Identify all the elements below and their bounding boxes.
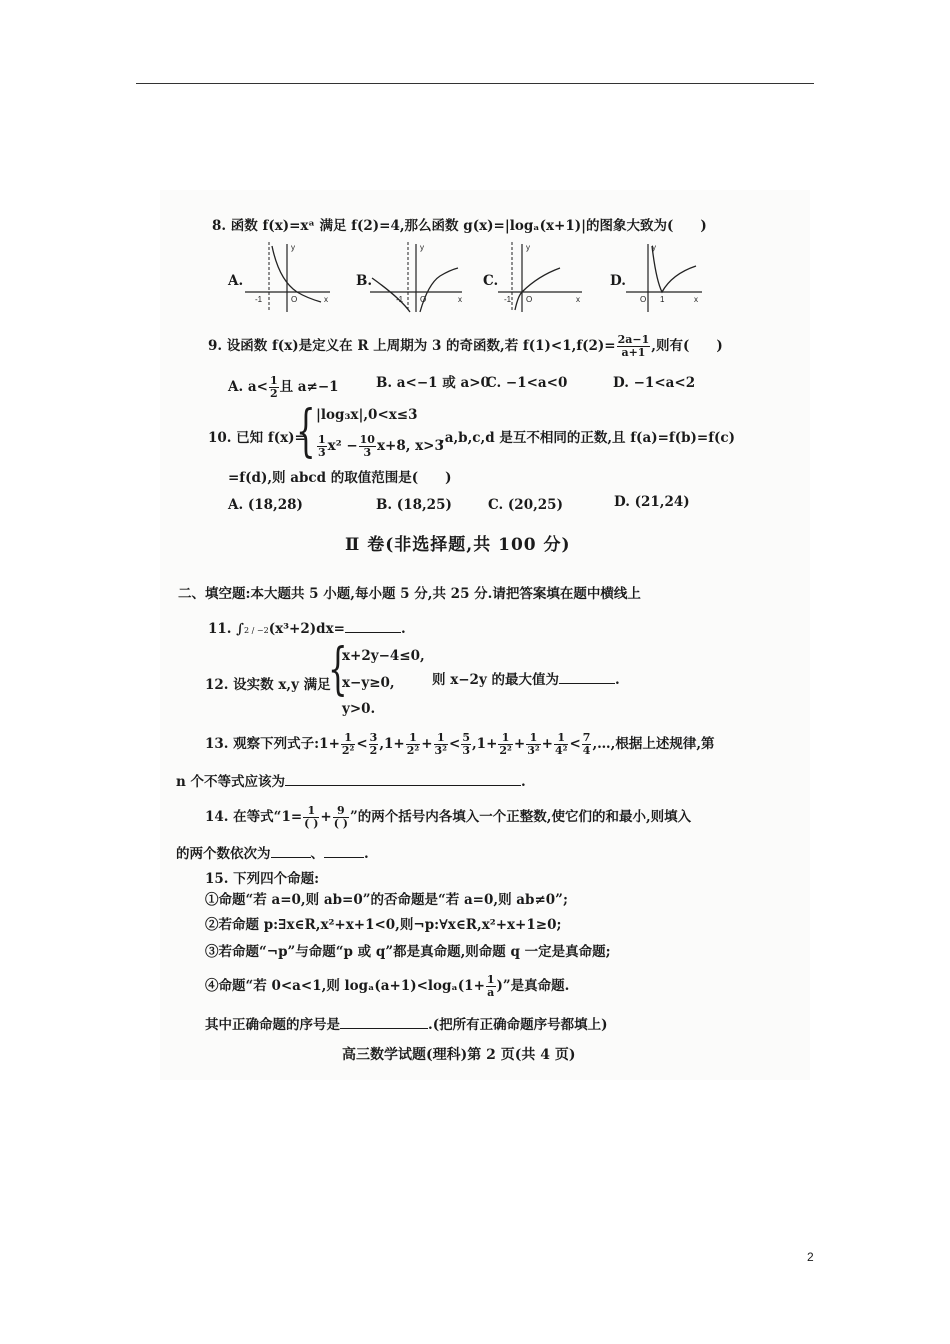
q14-sep: 、	[310, 846, 324, 862]
q13-frac-7	[526, 732, 540, 757]
q13-end: .	[521, 774, 526, 790]
q15-p4-post: )”是真命题.	[496, 978, 570, 994]
q13-frac-4-num: 1	[434, 732, 448, 745]
q15-prop-4	[205, 974, 569, 999]
q9-frac-num: 2a−1	[617, 333, 650, 346]
q13-post: ,…,根据上述规律,第	[592, 736, 715, 752]
q15-answer	[205, 1016, 607, 1033]
q10-prefix: 10. 已知 f(x)=	[208, 430, 306, 446]
q9-opt-a-fraction	[269, 375, 279, 400]
q15-p4-num: 1	[486, 973, 495, 986]
q11-end: .	[400, 621, 406, 637]
q10-frac-a-num: 1	[318, 433, 326, 446]
part2-title: Ⅱ 卷(非选择题,共 100 分)	[345, 535, 571, 555]
q8-stem: 8. 函数 f(x)=xᵃ 满足 f(2)=4,那么函数 g(x)=|logₐ(x+1)|的图象大致为( )	[212, 218, 707, 234]
q12-constraint-2: x−y≥0,	[342, 675, 395, 691]
q15-p4-fraction	[486, 974, 496, 999]
q14-d2: ( )	[333, 817, 348, 830]
q13-frac-8	[554, 732, 568, 757]
q14-frac-2	[333, 805, 349, 830]
q14-n1: 1	[303, 805, 319, 818]
q8-a-x-label: x	[324, 295, 328, 304]
q13-frac-6	[498, 732, 512, 757]
q13-stem: 13. 观察下列式子:1+ $\frac{1}{\text{2²}}$ < $\frac{3}{2}$ ,1+ $\frac{1}{\text{2²}}$ + $\frac{1}{\text{3²}}$ < $\frac{5}{3}$ ,1+ $\frac{1}{\text{2²}}$ + $\frac{1}{\text{3²}}$ + $\frac{1}{\text{4²}}$ < $\frac{7}{4}$ ,…,根据上述规律,第	[205, 731, 715, 757]
q15-answer-blank[interactable]	[340, 1016, 428, 1029]
q12-brace: {	[328, 637, 348, 702]
q10-frac-a-den: 3	[318, 446, 326, 459]
q13-frac-9-num: 7	[582, 731, 591, 744]
q10-case2-frac-a	[317, 434, 327, 459]
q10-frac-b-num: 10	[359, 433, 375, 446]
q13-pre: 13. 观察下列式子:1+	[205, 736, 340, 752]
q14-post: ”的两个括号内各填入一个正整数,使它们的和最小,则填入	[349, 809, 692, 825]
q9-stem-a: 9. 设函数 f(x)是定义在 R 上周期为 3 的奇函数,若 f(1)<1,f(2)=	[208, 338, 616, 354]
q13-frac-3	[406, 732, 420, 757]
q9-option-c: C. −1<a<0	[486, 375, 568, 391]
q8-a-origin: O	[291, 295, 298, 304]
q14-answer-blank-1[interactable]	[271, 845, 311, 858]
q14-d1: ( )	[304, 817, 319, 830]
q13-frac-5-den: 3	[462, 744, 470, 757]
q13-frac-4	[434, 732, 448, 757]
q14-frac-1	[303, 805, 319, 830]
q8-b-neg-label: -1	[396, 295, 404, 304]
q14-answer-blank-2[interactable]	[324, 845, 364, 858]
q10-case-1: |log₃x|,0<x≤3	[316, 407, 418, 423]
q8-c-neg-label: -1	[504, 295, 512, 304]
q12-end: .	[615, 672, 620, 688]
q9-option-b: B. a<−1 或 a>0	[376, 375, 490, 391]
q13-frac-5	[461, 732, 471, 757]
q15-p4-den: a	[487, 986, 495, 999]
q8-graph-c	[498, 240, 588, 315]
q8-c-origin: O	[526, 295, 533, 304]
q13-frac-2-num: 3	[369, 731, 378, 744]
q10-frac-b-den: 3	[363, 446, 372, 459]
header-rule	[136, 83, 814, 84]
q10-line2: =f(d),则 abcd 的取值范围是( )	[228, 470, 452, 486]
q8-option-a-letter: A.	[228, 273, 244, 289]
q10-option-d: D. (21,24)	[614, 494, 690, 510]
q8-graph-d	[622, 240, 707, 315]
q9-option-a	[228, 375, 339, 400]
q13-frac-7-num: 1	[526, 732, 540, 745]
q13-frac-1	[341, 732, 355, 757]
q11-integral: 11. ∫	[208, 621, 245, 637]
q8-d-x-label: x	[694, 295, 698, 304]
q13-frac-6-den: 2²	[499, 744, 512, 757]
q8-b-x-label: x	[458, 295, 462, 304]
q10-case-2	[316, 434, 444, 459]
q13-answer-blank[interactable]	[285, 773, 521, 786]
q8-graph-b	[370, 240, 470, 315]
q8-c-y-label: y	[526, 243, 530, 252]
q10-option-b: B. (18,25)	[376, 497, 452, 513]
q9-option-d: D. −1<a<2	[613, 375, 696, 391]
q15-prop-2: ②若命题 p:∃x∈R,x²+x+1<0,则¬p:∀x∈R,x²+x+1≥0;	[205, 917, 562, 933]
q9-stem-b: ,则有( )	[651, 338, 723, 354]
q13-frac-8-num: 1	[554, 732, 568, 745]
q8-graph-a	[245, 240, 335, 315]
q10-case2-frac-b	[359, 434, 376, 459]
q8-a-y-label: y	[291, 243, 295, 252]
q9-opt-a-num: 1	[269, 374, 278, 387]
exam-footer: 高三数学试题(理科)第 2 页(共 4 页)	[342, 1047, 576, 1063]
section2-heading: 二、填空题:本大题共 5 小题,每小题 5 分,共 25 分.请把答案填在题中横线上	[178, 586, 641, 602]
q13-frac-1-den: 2²	[341, 744, 355, 757]
q12-post: 则 x−2y 的最大值为	[432, 672, 559, 688]
q13-frac-6-num: 1	[498, 732, 512, 745]
q9-opt-a-den: 2	[269, 387, 278, 400]
q8-a-neg-label: -1	[255, 295, 263, 304]
q15-answer-post: .(把所有正确命题序号都填上)	[428, 1017, 608, 1033]
q10-case2-end: x+8, x>3	[376, 438, 444, 454]
q13-frac-9	[582, 732, 592, 757]
q11-answer-blank[interactable]	[345, 620, 401, 633]
q13-line2	[176, 773, 526, 790]
q13-frac-2-den: 2	[369, 744, 378, 757]
q13-frac-2	[369, 732, 379, 757]
q14-line2-text: 的两个数依次为	[176, 846, 271, 862]
q14-plus: +	[320, 809, 332, 825]
q10-option-c: C. (20,25)	[488, 497, 563, 513]
q9-opt-a-pre: A. a<	[228, 379, 268, 395]
q13-line2-text: n 个不等式应该为	[176, 774, 286, 790]
q9-frac-den: a+1	[621, 346, 646, 359]
q10-case2-mid: x² −	[327, 438, 358, 454]
q15-stem: 15. 下列四个命题:	[205, 871, 320, 887]
q15-p4-pre: ④命题“若 0<a<1,则 logₐ(a+1)<logₐ(1+	[205, 978, 485, 994]
q14-end: .	[364, 846, 369, 862]
q10-brace: {	[296, 399, 316, 464]
q12-constraint-1: x+2y−4≤0,	[342, 648, 425, 664]
q15-answer-pre: 其中正确命题的序号是	[205, 1017, 340, 1033]
q14-pre: 14. 在等式“1=	[205, 809, 303, 825]
q8-b-y-label: y	[420, 243, 424, 252]
q14-line2	[176, 845, 369, 862]
q12-constraint-3: y>0.	[342, 701, 376, 717]
q8-b-origin: O	[420, 295, 427, 304]
q13-frac-3-den: 2²	[406, 744, 420, 757]
q11	[208, 620, 406, 639]
q13-frac-4-den: 3²	[434, 744, 448, 757]
q11-limits: 2 / −2	[244, 626, 269, 635]
q13-frac-3-num: 1	[406, 732, 420, 745]
q9-opt-a-post: 且 a≠−1	[279, 379, 339, 395]
q8-d-origin: O	[640, 295, 647, 304]
q12-question	[432, 671, 620, 688]
q10-post: ,a,b,c,d 是互不相同的正数,且 f(a)=f(b)=f(c)	[440, 430, 736, 446]
page-number: 2	[807, 1250, 814, 1264]
q12-prefix: 12. 设实数 x,y 满足	[205, 677, 331, 693]
q13-frac-8-den: 4²	[554, 744, 568, 757]
q8-c-x-label: x	[576, 295, 580, 304]
q11-body: (x³+2)dx=	[268, 621, 345, 637]
q13-frac-7-den: 3²	[527, 744, 540, 757]
q12-answer-blank[interactable]	[559, 671, 615, 684]
q13-frac-1-num: 1	[341, 732, 355, 745]
q15-prop-3: ③若命题“¬p”与命题“p 或 q”都是真命题,则命题 q 一定是真命题;	[205, 944, 611, 960]
q9-stem	[208, 334, 723, 359]
q8-option-d-letter: D.	[610, 273, 626, 289]
q8-d-one-label: 1	[660, 295, 665, 304]
q10-option-a: A. (18,28)	[228, 497, 303, 513]
q8-option-b-letter: B.	[356, 273, 373, 289]
q14-stem	[205, 805, 691, 830]
q8-option-c-letter: C.	[483, 273, 499, 289]
q15-prop-1: ①命题“若 a=0,则 ab=0”的否命题是“若 a=0,则 ab≠0”;	[205, 892, 568, 908]
q13-frac-5-num: 5	[462, 731, 470, 744]
q8-d-y-label: y	[652, 243, 656, 252]
q13-frac-9-den: 4	[582, 744, 591, 757]
q14-n2: 9	[333, 805, 349, 818]
q9-fraction	[617, 334, 651, 359]
